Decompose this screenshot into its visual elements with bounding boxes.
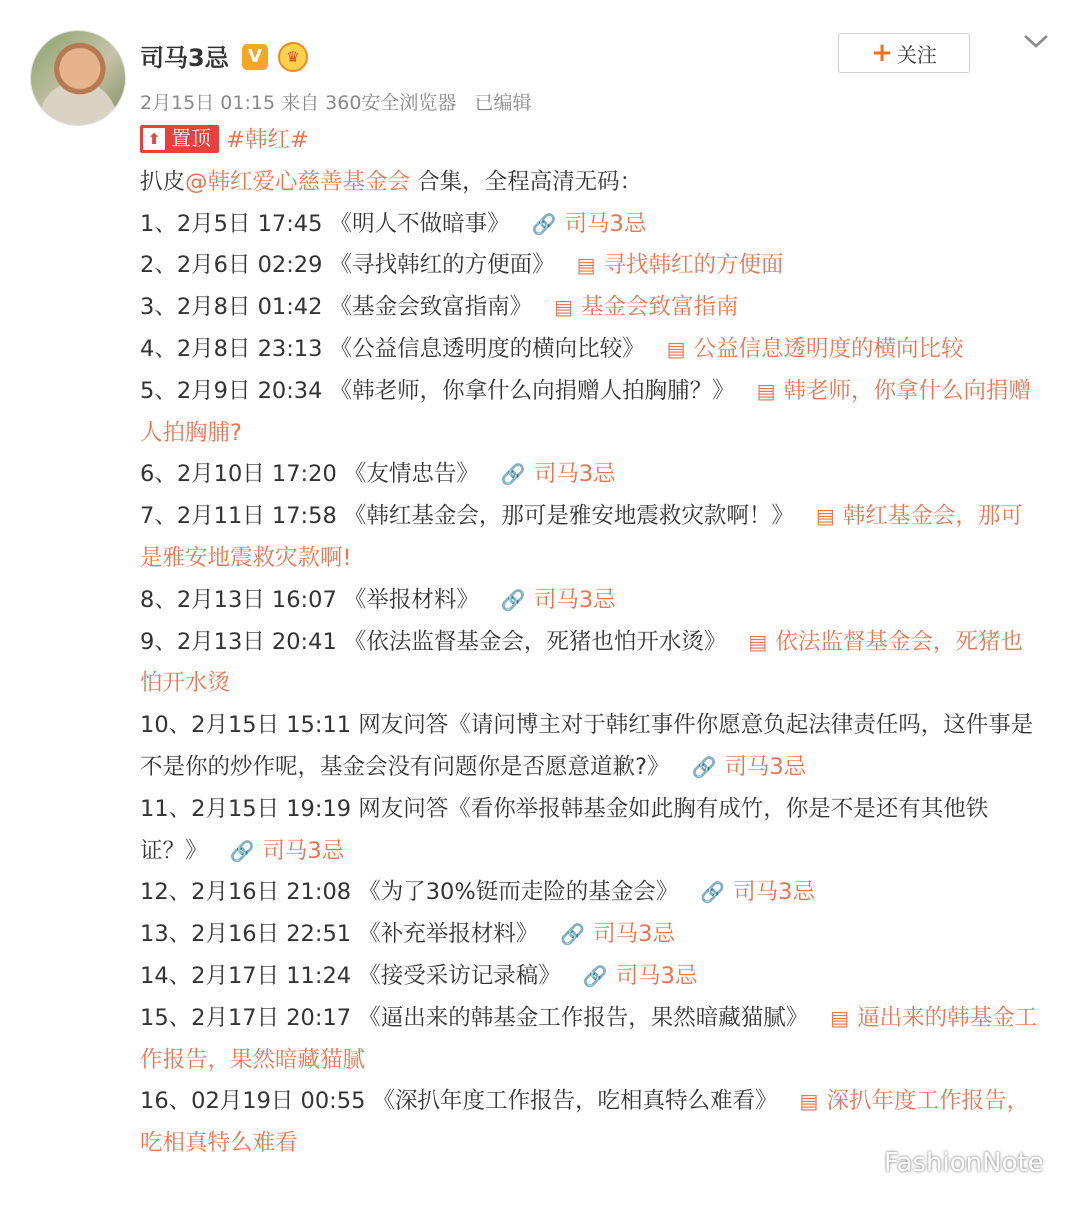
- list-item: [140, 371, 1040, 455]
- article-icon: ▤: [748, 629, 768, 654]
- item-text: 8、2月13日 16:07 《举报材料》: [140, 586, 479, 613]
- item-link-text: 司马3忌: [533, 461, 616, 488]
- list-item: [140, 789, 1040, 873]
- pin-badge: ⬆ 置顶: [140, 125, 219, 153]
- item-link-text: 司马3忌: [724, 753, 807, 780]
- item-link-text: 司马3忌: [593, 921, 675, 948]
- mention-link[interactable]: @韩红爱心慈善基金会: [185, 168, 411, 195]
- item-text: 13、2月16日 22:51 《补充举报材料》: [140, 921, 539, 948]
- item-link[interactable]: [691, 754, 806, 780]
- list-item: [140, 329, 1040, 371]
- item-text: 16、02月19日 00:55 《深扒年度工作报告，吃相真特么难看》: [140, 1088, 778, 1115]
- article-icon: ▤: [815, 504, 835, 529]
- item-text: 4、2月8日 23:13 《公益信息透明度的横向比较》: [140, 335, 645, 362]
- item-link-text: 司马3忌: [262, 837, 345, 864]
- link-icon: 🔗: [531, 211, 557, 236]
- article-icon: ▤: [756, 378, 776, 403]
- verified-badge: V: [242, 44, 268, 70]
- item-link-text: 司马3忌: [733, 879, 815, 906]
- item-link[interactable]: [577, 252, 784, 278]
- list-item: [140, 454, 1040, 496]
- item-link-text: 司马3忌: [564, 210, 647, 237]
- item-link[interactable]: [583, 963, 698, 989]
- item-link[interactable]: [560, 921, 675, 947]
- link-icon: 🔗: [500, 462, 526, 487]
- article-icon: ▤: [666, 336, 686, 361]
- follow-label: 关注: [896, 42, 937, 67]
- list-item: [140, 998, 1040, 1082]
- wechat-icon: [846, 1150, 876, 1176]
- link-icon: 🔗: [560, 922, 586, 947]
- intro-line: 扒皮@韩红爱心慈善基金会 合集，全程高清无码：: [140, 168, 643, 195]
- item-text: 2、2月6日 02:29 《寻找韩红的方便面》: [140, 252, 555, 279]
- item-link-text: 深扒年度工作报告，吃相真特么难看: [140, 1088, 1029, 1157]
- item-link-text: 公益信息透明度的横向比较: [693, 335, 964, 362]
- item-link[interactable]: [501, 587, 616, 613]
- item-link-text: 逼出来的韩基金工作报告，果然暗藏猫腻: [140, 1004, 1038, 1073]
- item-link-text: 司马3忌: [533, 586, 616, 613]
- crown-icon: ♛: [278, 42, 308, 72]
- item-text: 12、2月16日 21:08 《为了30%铤而走险的基金会》: [140, 879, 679, 906]
- link-icon: 🔗: [500, 587, 526, 612]
- item-link-text: 依法监督基金会，死猪也怕开水烫: [140, 628, 1023, 697]
- list-item: [140, 956, 1040, 998]
- item-link-text: 韩红基金会，那可是雅安地震救灾款啊!: [140, 503, 1023, 571]
- chevron-down-icon[interactable]: [1022, 30, 1050, 54]
- item-text: 10、2月15日 15:11 网友问答《请问博主对于韩红事件你愿意负起法律责任吗，这件事是不是你的炒作呢，基金会没有问题你是否愿意道歉?》: [140, 712, 1034, 780]
- item-text: 7、2月11日 17:58 《韩红基金会，那可是雅安地震救灾款啊！》: [140, 503, 794, 530]
- item-text: 5、2月9日 20:34 《韩老师，你拿什么向捐赠人拍胸脯？》: [140, 377, 735, 404]
- item-link-text: 寻找韩红的方便面: [603, 252, 784, 279]
- item-text: 11、2月15日 19:19 网友问答《看你举报韩基金如此胸有成竹，你是不是还有其他铁证？》: [140, 795, 989, 864]
- item-link[interactable]: [501, 461, 616, 487]
- item-text: 15、2月17日 20:17 《逼出来的韩基金工作报告，果然暗藏猫腻》: [140, 1004, 809, 1031]
- item-link[interactable]: [230, 838, 345, 864]
- item-text: 3、2月8日 01:42 《基金会致富指南》: [140, 294, 533, 321]
- item-link[interactable]: [700, 879, 815, 905]
- post-meta: 2月15日 01:15 来自 360安全浏览器 已编辑: [140, 92, 532, 114]
- item-text: 9、2月13日 20:41 《依法监督基金会，死猪也怕开水烫》: [140, 628, 727, 655]
- follow-button[interactable]: [838, 33, 970, 73]
- plus-icon: +: [871, 38, 893, 68]
- link-icon: 🔗: [582, 963, 608, 988]
- item-link-text: 韩老师，你拿什么向捐赠人拍胸脯?: [140, 377, 1032, 446]
- hashtag-link[interactable]: #韩红#: [226, 127, 309, 153]
- list-item: [140, 580, 1040, 622]
- list-item: [140, 872, 1040, 914]
- item-list: [140, 204, 1040, 1165]
- list-item: [140, 245, 1040, 287]
- item-text: 1、2月5日 17:45 《明人不做暗事》: [140, 210, 510, 237]
- item-link[interactable]: [532, 211, 647, 237]
- article-icon: ▤: [576, 253, 596, 278]
- item-link-text: 司马3忌: [615, 962, 698, 989]
- avatar[interactable]: [30, 30, 126, 126]
- list-item: [140, 496, 1040, 580]
- post-body: [140, 120, 1040, 1165]
- link-icon: 🔗: [691, 754, 717, 779]
- list-item: [140, 914, 1040, 956]
- watermark: FashionNote: [846, 1148, 1044, 1178]
- item-link-text: 基金会致富指南: [581, 294, 739, 321]
- item-link[interactable]: [554, 294, 738, 320]
- article-icon: ▤: [799, 1089, 819, 1114]
- pin-line: [140, 120, 1040, 162]
- link-icon: 🔗: [229, 838, 255, 863]
- list-item: [140, 287, 1040, 329]
- list-item: [140, 204, 1040, 246]
- article-icon: ▤: [554, 295, 573, 320]
- item-text: 14、2月17日 11:24 《接受采访记录稿》: [140, 962, 561, 989]
- list-item: [140, 705, 1040, 789]
- article-icon: ▤: [830, 1005, 850, 1030]
- pin-icon: ⬆: [143, 128, 165, 150]
- link-icon: 🔗: [700, 880, 726, 905]
- item-link[interactable]: [667, 336, 964, 362]
- item-text: 6、2月10日 17:20 《友情忠告》: [140, 461, 479, 488]
- list-item: [140, 622, 1040, 706]
- author-name[interactable]: 司马3忌: [140, 44, 229, 72]
